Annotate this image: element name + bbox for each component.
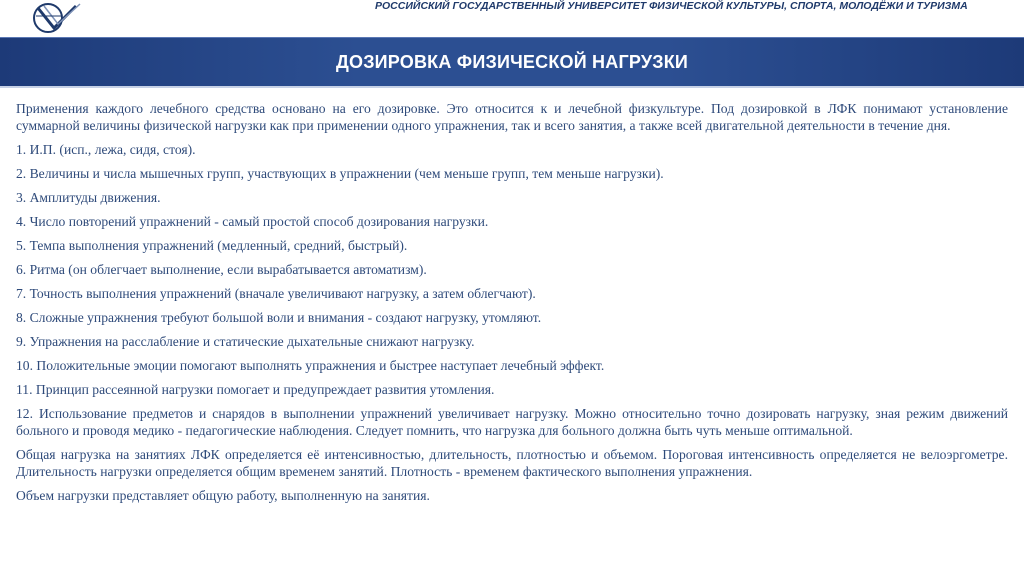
list-item: 10. Положительные эмоции помогают выполнять упражнения и быстрее наступает лечебный эффект. bbox=[16, 358, 605, 373]
list-item: 12. Использование предметов и снарядов в выполнении упражнений увеличивает нагрузку. Можно относительно точно дозировать нагрузку, зная режим движений больного и проводя медико - педагогические наблюдения. Следует помнить, что нагрузка для больного должна быть чуть меньше оптимальной. bbox=[16, 406, 1008, 438]
list-item: 6. Ритма (он облегчает выполнение, если вырабатывается автоматизм). bbox=[16, 262, 427, 277]
list-item: 3. Амплитуды движения. bbox=[16, 190, 161, 205]
intro-paragraph: Применения каждого лечебного средства основано на его дозировке. Это относится к и лечебной физкультуре. Под дозировкой в ЛФК понимают установление суммарной величины физической нагрузки как при применении одного упражнения, так и всего занятия, а также всей двигательной деятельности в течение дня. bbox=[16, 101, 1008, 133]
list-item: 2. Величины и числа мышечных групп, участвующих в упражнении (чем меньше групп, тем меньше нагрузки). bbox=[16, 166, 664, 181]
page-title: ДОЗИРОВКА ФИЗИЧЕСКОЙ НАГРУЗКИ bbox=[335, 52, 689, 72]
university-logo bbox=[32, 2, 82, 34]
university-name: РОССИЙСКИЙ ГОСУДАРСТВЕННЫЙ УНИВЕРСИТЕТ ФИЗИЧЕСКОЙ КУЛЬТУРЫ, СПОРТА, МОЛОДЁЖИ И ТУРИЗМА bbox=[375, 0, 968, 12]
list-item: 8. Сложные упражнения требуют большой воли и внимания - создают нагрузку, утомляют. bbox=[16, 310, 542, 325]
list-item: 5. Темпа выполнения упражнений (медленный, средний, быстрый). bbox=[16, 238, 408, 253]
list-item: 4. Число повторений упражнений - самый простой способ дозирования нагрузки. bbox=[16, 214, 489, 229]
summary-paragraph: Общая нагрузка на занятиях ЛФК определяется её интенсивностью, длительность, плотностью и объемом. Пороговая интенсивность определяется не велоэргометре. Длительность нагрузки определяется общим временем занятий. Плотность - временем фактического выполнения упражнения. bbox=[16, 447, 1008, 479]
list-item: 9. Упражнения на расслабление и статические дыхательные снижают нагрузку. bbox=[16, 334, 475, 349]
list-item: 1. И.П. (исп., лежа, сидя, стоя). bbox=[16, 142, 196, 157]
list-item: 11. Принцип рассеянной нагрузки помогает и предупреждает развития утомления. bbox=[16, 382, 495, 397]
slide-body bbox=[16, 100, 1008, 511]
list-item: 7. Точность выполнения упражнений (вначале увеличивают нагрузку, а затем облегчают). bbox=[16, 286, 536, 301]
summary-paragraph: Объем нагрузки представляет общую работу, выполненную на занятия. bbox=[16, 488, 430, 503]
title-banner bbox=[0, 37, 1024, 88]
